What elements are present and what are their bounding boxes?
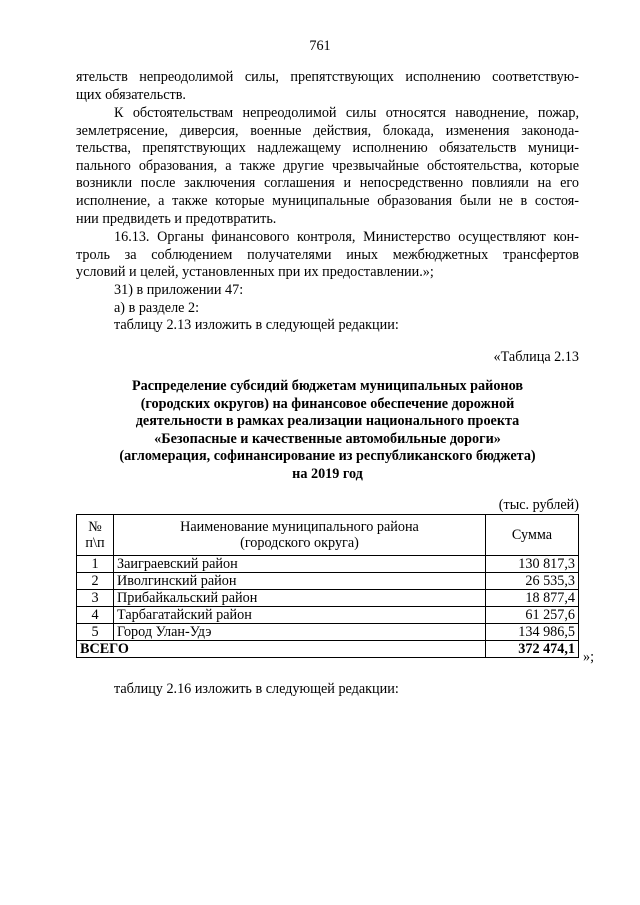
title-line: деятельности в рамках реализации национального проекта [135, 413, 520, 430]
title-line: на 2019 год [292, 465, 363, 482]
row-number: 5 [77, 624, 114, 641]
paragraph-continuation [76, 69, 579, 104]
text-line: 31) в приложении 47: [114, 282, 244, 298]
paragraph-16-13 [76, 229, 579, 282]
row-district: Город Улан-Удэ [114, 624, 486, 641]
units-label: (тыс. рублей) [498, 497, 579, 513]
header-number: № п\п [77, 515, 114, 556]
closing-quote: »; [583, 649, 595, 665]
row-district: Иволгинский район [114, 573, 486, 590]
table-title [76, 378, 579, 484]
table-row [77, 607, 579, 624]
row-number: 2 [77, 573, 114, 590]
text-line: возникли после заключения соглашения и непосредственно повлияли на его [76, 175, 579, 192]
text-line: щих обязательств. [76, 86, 186, 103]
title-line: Распределение субсидий бюджетам муниципальных районов [132, 378, 523, 394]
row-district: Заиграевский район [114, 556, 486, 573]
header-sum: Сумма [486, 515, 579, 556]
text-line: пального образования, а также другие чрезвычайные обстоятельства, которые [76, 157, 579, 174]
row-district: Прибайкальский район [114, 590, 486, 607]
text-line: условий и целей, установленных при их предоставлении.»; [76, 264, 434, 281]
text-line: троль за соблюдением получателями иных межбюджетных трансфертов [76, 246, 579, 263]
row-number: 4 [77, 607, 114, 624]
table-row [77, 573, 579, 590]
total-sum: 372 474,1 [486, 641, 579, 658]
total-label: ВСЕГО [77, 641, 486, 658]
text-line: тельства, препятствующих надлежащему исполнению обязательств муници- [76, 140, 579, 157]
row-sum: 134 986,5 [486, 624, 579, 641]
title-line: (городских округов) на финансовое обеспечение дорожной [140, 395, 515, 412]
paragraph-force-majeure [76, 105, 579, 228]
row-sum: 130 817,3 [486, 556, 579, 573]
text-line: К обстоятельствам непреодолимой силы относятся наводнение, пожар, [114, 105, 579, 121]
text-line: таблицу 2.13 изложить в следующей редакции: [114, 317, 399, 334]
row-sum: 18 877,4 [486, 590, 579, 607]
row-sum: 61 257,6 [486, 607, 579, 624]
table-row [77, 556, 579, 573]
subsidy-table [76, 514, 579, 658]
row-district: Тарбагатайский район [114, 607, 486, 624]
text-line: 16.13. Органы финансового контроля, Министерство осуществляют кон- [114, 229, 579, 245]
text-line: а) в разделе 2: [114, 299, 200, 316]
amendment-items [76, 282, 579, 335]
table-row [77, 624, 579, 641]
table-header-row [77, 515, 579, 556]
table-label: «Таблица 2.13 [493, 349, 579, 365]
header-name: Наименование муниципального района (городского округа) [114, 515, 486, 556]
row-number: 1 [77, 556, 114, 573]
text-line: нии предвидеть и предотвратить. [76, 210, 277, 227]
row-sum: 26 535,3 [486, 573, 579, 590]
text-line: ятельств непреодолимой силы, препятствующих исполнению соответствую- [76, 69, 579, 85]
table-total-row [77, 641, 579, 658]
row-number: 3 [77, 590, 114, 607]
title-line: «Безопасные и качественные автомобильные дороги» [154, 430, 501, 447]
title-line: (агломерация, софинансирование из республиканского бюджета) [119, 448, 536, 465]
text-line: исполнение, а также которые муниципальные образования были не в состоя- [76, 192, 579, 209]
text-line: землетрясение, диверсия, военные действия, блокада, изменения законода- [76, 122, 579, 139]
page-number: 761 [309, 38, 331, 54]
paragraph-table-2-16: таблицу 2.16 изложить в следующей редакции: [114, 681, 399, 697]
table-row [77, 590, 579, 607]
